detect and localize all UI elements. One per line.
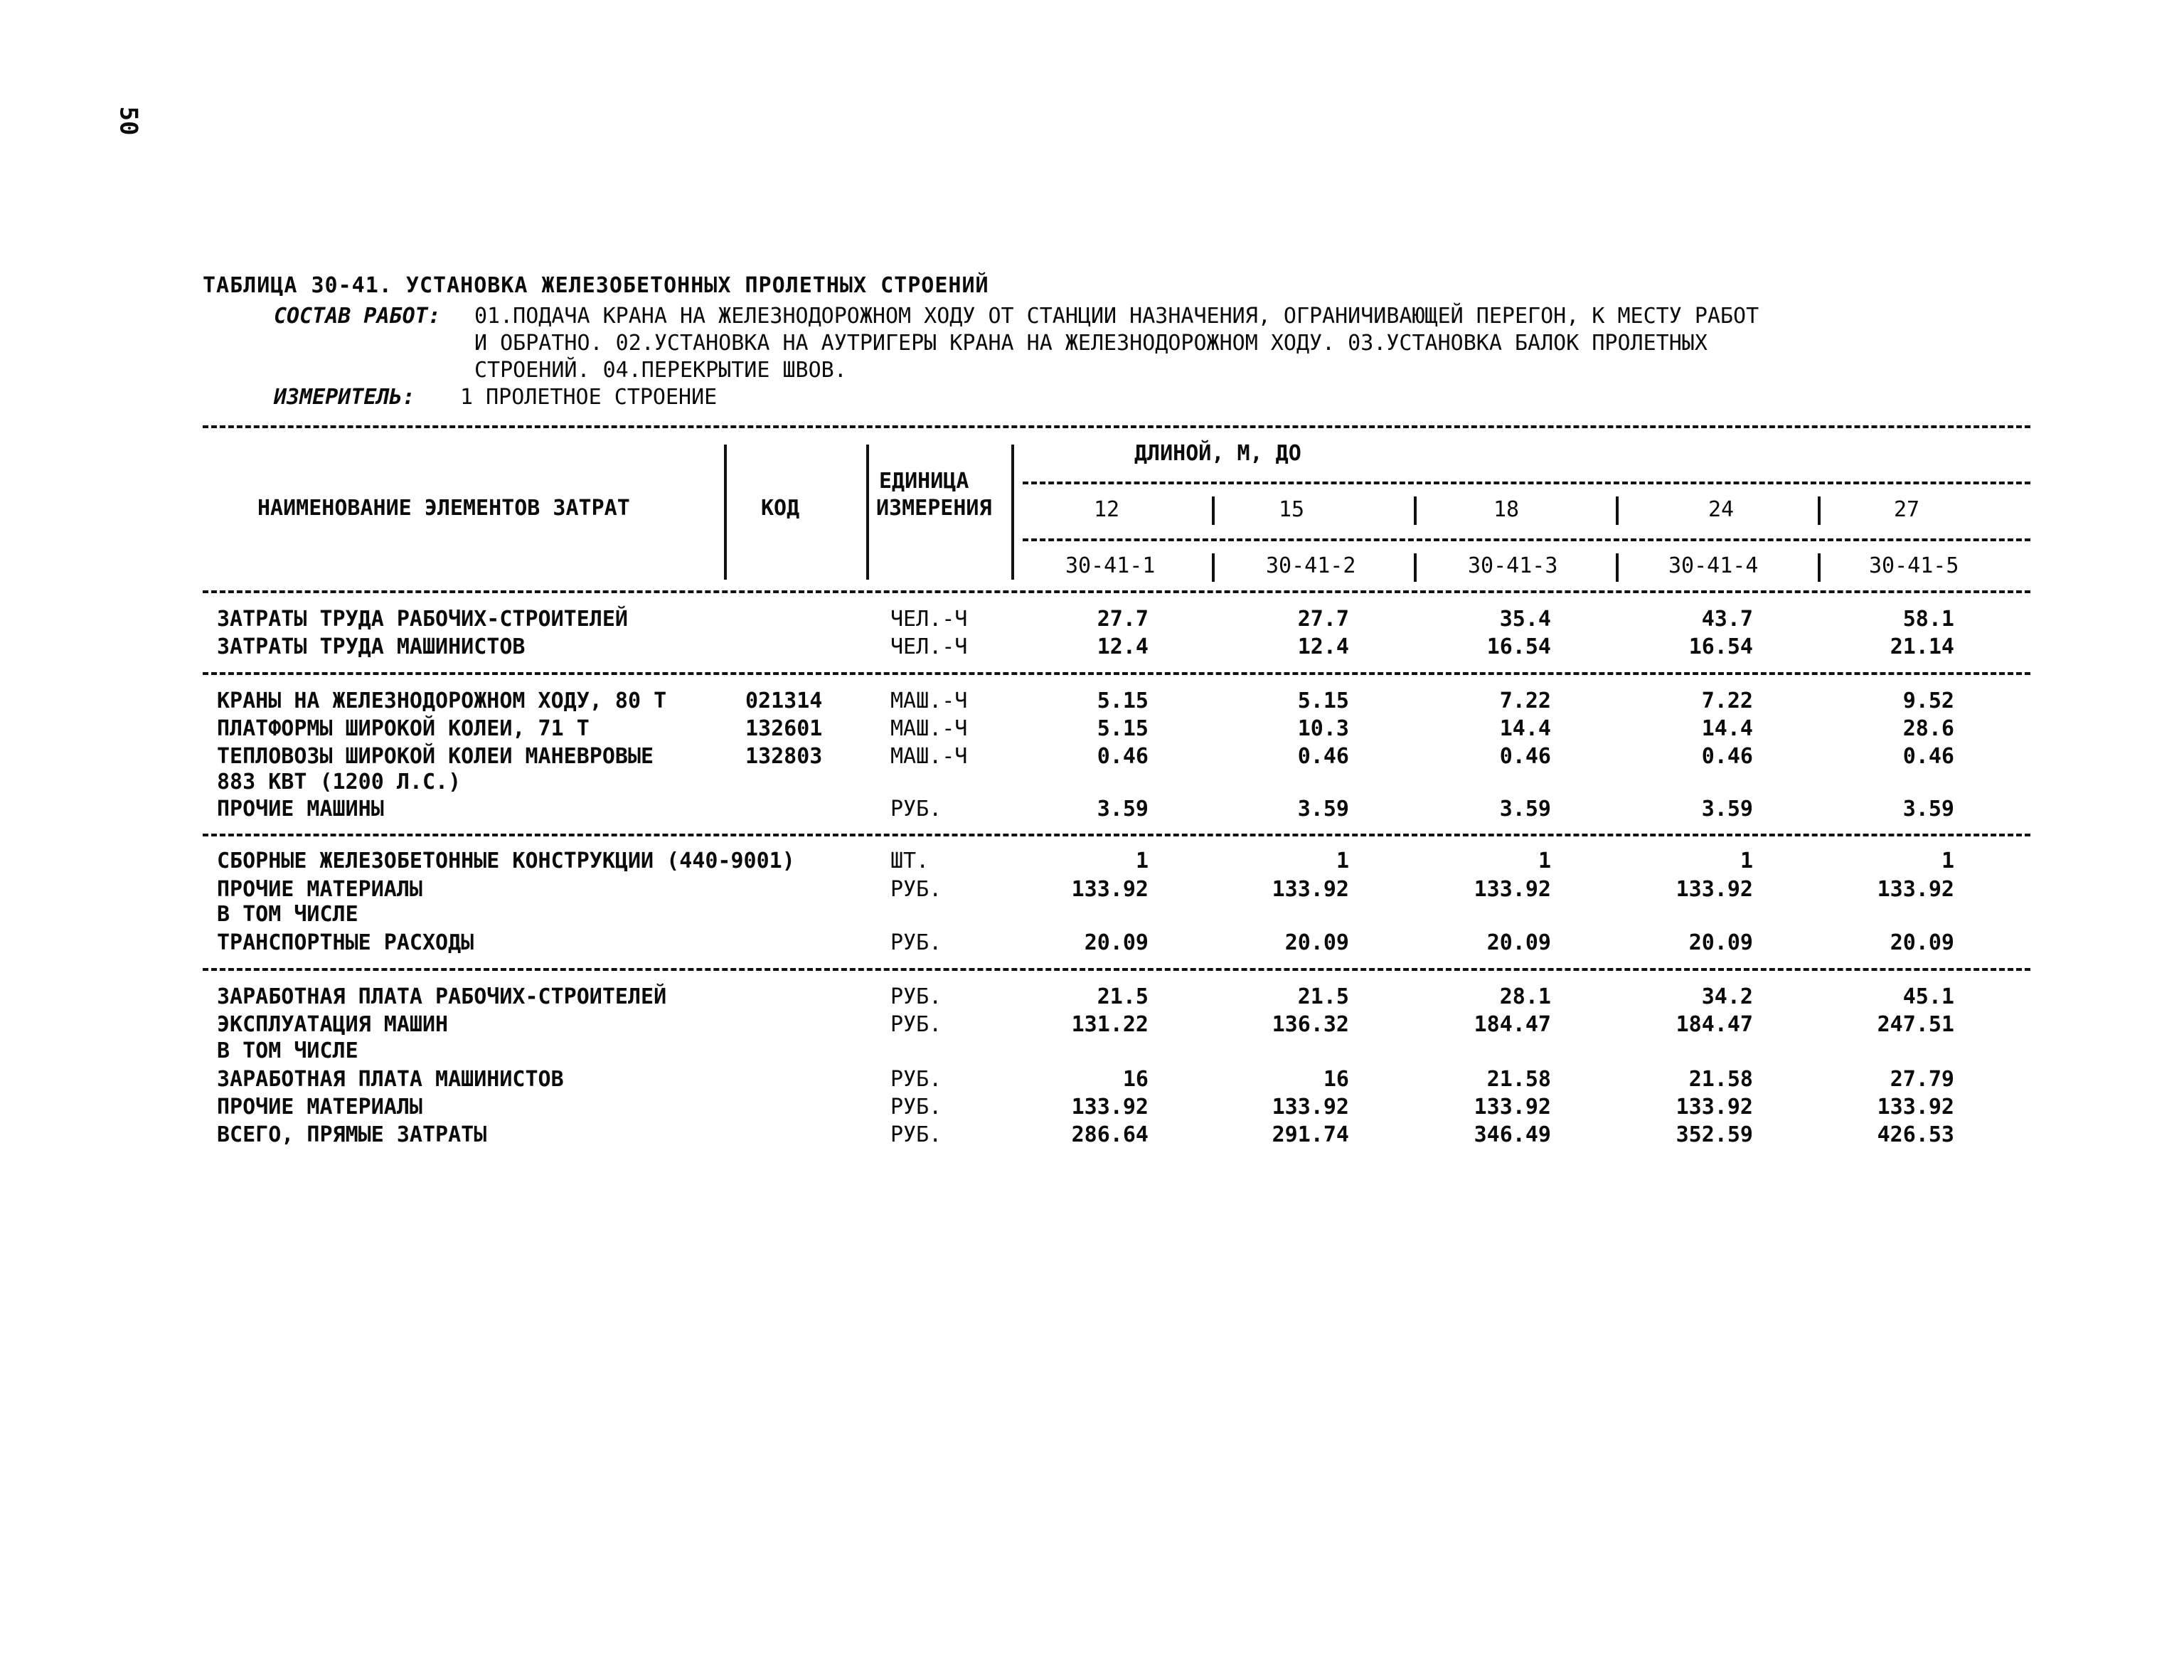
meter-value: 1 ПРОЛЕТНОЕ СТРОЕНИЕ (460, 385, 718, 410)
header-divider (1011, 445, 1014, 580)
row-name: ЭКСПЛУАТАЦИЯ МАШИН (217, 1012, 449, 1037)
header-divider (724, 445, 727, 580)
row-value: 16.54 (1688, 634, 1753, 659)
row-code: 132803 (745, 744, 823, 769)
row-unit: РУБ. (890, 1095, 942, 1120)
row-value: 12.4 (1097, 634, 1149, 659)
header-divider (1212, 496, 1215, 525)
row-value: 3.59 (1701, 797, 1753, 822)
row-value: 1 (1740, 849, 1753, 873)
row-value: 136.32 (1272, 1012, 1349, 1037)
code-col-4: 30-41-4 (1668, 553, 1759, 578)
row-value: 133.92 (1474, 1095, 1551, 1120)
work-text: 01.ПОДАЧА КРАНА НА ЖЕЛЕЗНОДОРОЖНОМ ХОДУ ОТ СТАНЦИИ НАЗНАЧЕНИЯ, ОГРАНИЧИВАЮЩЕЙ ПЕРЕГОН, К МЕСТУ РАБОТ (474, 304, 1759, 329)
row-value: 35.4 (1499, 607, 1551, 632)
row-value: 21.5 (1297, 984, 1349, 1009)
work-line-2 (274, 330, 1759, 357)
rule-group-2 (203, 834, 2030, 836)
row-value: 133.92 (1676, 877, 1753, 902)
row-value: 16 (1323, 1067, 1349, 1092)
row-value: 3.59 (1902, 797, 1954, 822)
row-value: 7.22 (1499, 689, 1551, 713)
row-value: 291.74 (1272, 1122, 1349, 1147)
code-col-2: 30-41-2 (1266, 553, 1356, 578)
row-value: 5.15 (1097, 689, 1149, 713)
row-name: ПРОЧИЕ МАТЕРИАЛЫ (217, 1095, 422, 1120)
row-value: 1 (1941, 849, 1954, 873)
row-code: 132601 (745, 716, 823, 741)
row-value: 7.22 (1701, 689, 1753, 713)
row-unit: МАШ.-Ч (890, 689, 968, 713)
row-value: 20.09 (1890, 930, 1954, 955)
row-name: В ТОМ ЧИСЛЕ (217, 902, 358, 927)
row-unit: РУБ. (890, 984, 942, 1009)
table-intro (274, 303, 1759, 411)
row-value: 16 (1122, 1067, 1149, 1092)
header-length: ДЛИНОЙ, М, ДО (1134, 441, 1301, 466)
row-value: 0.46 (1902, 744, 1954, 769)
row-name: КРАНЫ НА ЖЕЛЕЗНОДОРОЖНОМ ХОДУ, 80 Т (217, 689, 667, 713)
row-unit: РУБ. (890, 797, 942, 822)
row-name: ТЕПЛОВОЗЫ ШИРОКОЙ КОЛЕИ МАНЕВРОВЫЕ (217, 744, 654, 769)
header-divider (1414, 496, 1417, 525)
row-name: ЗАРАБОТНАЯ ПЛАТА РАБОЧИХ-СТРОИТЕЛЕЙ (217, 984, 667, 1009)
row-value: 1 (1538, 849, 1551, 873)
row-value: 43.7 (1701, 607, 1753, 632)
row-value: 133.92 (1474, 877, 1551, 902)
row-value: 286.64 (1071, 1122, 1149, 1147)
header-divider (1818, 496, 1821, 525)
row-value: 45.1 (1902, 984, 1954, 1009)
row-name: ПРОЧИЕ МАТЕРИАЛЫ (217, 877, 422, 902)
row-value: 133.92 (1877, 1095, 1954, 1120)
row-value: 3.59 (1097, 797, 1149, 822)
row-value: 27.79 (1890, 1067, 1954, 1092)
row-name: В ТОМ ЧИСЛЕ (217, 1038, 358, 1063)
row-value: 21.14 (1890, 634, 1954, 659)
work-line-1 (274, 303, 1759, 330)
row-value: 20.09 (1688, 930, 1753, 955)
header-divider (1212, 553, 1215, 582)
rule-length-sub (1023, 482, 2030, 484)
row-value: 1 (1336, 849, 1349, 873)
row-name: ТРАНСПОРТНЫЕ РАСХОДЫ (217, 930, 474, 955)
row-value: 0.46 (1297, 744, 1349, 769)
length-18: 18 (1493, 497, 1520, 522)
row-name: ЗАТРАТЫ ТРУДА МАШИНИСТОВ (217, 634, 526, 659)
row-value: 21.58 (1688, 1067, 1753, 1092)
row-value: 184.47 (1474, 1012, 1551, 1037)
row-value: 352.59 (1676, 1122, 1753, 1147)
code-col-3: 30-41-3 (1468, 553, 1558, 578)
row-value: 133.92 (1272, 1095, 1349, 1120)
row-value: 58.1 (1902, 607, 1954, 632)
header-unit-line2: ИЗМЕРЕНИЯ (876, 496, 992, 521)
length-24: 24 (1708, 497, 1735, 522)
row-value: 28.1 (1499, 984, 1551, 1009)
row-value: 34.2 (1701, 984, 1753, 1009)
row-value: 133.92 (1071, 1095, 1149, 1120)
rule-header-bottom (203, 590, 2030, 593)
page-number: 50 (114, 106, 143, 136)
row-value: 21.5 (1097, 984, 1149, 1009)
row-value: 0.46 (1097, 744, 1149, 769)
row-unit: МАШ.-Ч (890, 744, 968, 769)
row-unit: РУБ. (890, 1012, 942, 1037)
row-value: 3.59 (1297, 797, 1349, 822)
row-value: 9.52 (1902, 689, 1954, 713)
row-value: 0.46 (1499, 744, 1551, 769)
meter-label: ИЗМЕРИТЕЛЬ: (274, 385, 415, 410)
rule-top (203, 425, 2030, 428)
row-value: 10.3 (1297, 716, 1349, 741)
row-value: 1 (1135, 849, 1149, 873)
row-value: 133.92 (1877, 877, 1954, 902)
rule-codes-sub (1023, 538, 2030, 541)
row-value: 21.58 (1486, 1067, 1551, 1092)
header-divider (866, 445, 869, 580)
row-value: 14.4 (1701, 716, 1753, 741)
header-divider (1616, 496, 1619, 525)
row-value: 3.59 (1499, 797, 1551, 822)
length-15: 15 (1279, 497, 1305, 522)
work-text: И ОБРАТНО. 02.УСТАНОВКА НА АУТРИГЕРЫ КРАНА НА ЖЕЛЕЗНОДОРОЖНОМ ХОДУ. 03.УСТАНОВКА БАЛОК ПРОЛЕТНЫХ (474, 331, 1708, 356)
row-unit: ЧЕЛ.-Ч (890, 607, 968, 632)
row-unit: РУБ. (890, 930, 942, 955)
header-divider (1414, 553, 1417, 582)
row-name: ВСЕГО, ПРЯМЫЕ ЗАТРАТЫ (217, 1122, 487, 1147)
work-text: СТРОЕНИЙ. 04.ПЕРЕКРЫТИЕ ШВОВ. (474, 358, 847, 383)
table-title: ТАБЛИЦА 30-41. УСТАНОВКА ЖЕЛЕЗОБЕТОННЫХ ПРОЛЕТНЫХ СТРОЕНИЙ (203, 273, 989, 298)
row-unit: ШТ. (890, 849, 929, 873)
code-col-1: 30-41-1 (1065, 553, 1156, 578)
row-value: 133.92 (1272, 877, 1349, 902)
row-value: 12.4 (1297, 634, 1349, 659)
row-value: 20.09 (1084, 930, 1149, 955)
header-divider (1616, 553, 1619, 582)
header-code: КОД (761, 496, 800, 521)
row-value: 184.47 (1676, 1012, 1753, 1037)
row-value: 20.09 (1284, 930, 1349, 955)
row-name: 883 КВТ (1200 Л.С.) (217, 770, 462, 794)
header-name: НАИМЕНОВАНИЕ ЭЛЕМЕНТОВ ЗАТРАТ (257, 496, 630, 521)
rule-group-1 (203, 672, 2030, 675)
row-unit: РУБ. (890, 1067, 942, 1092)
row-value: 131.22 (1071, 1012, 1149, 1037)
row-value: 20.09 (1486, 930, 1551, 955)
row-value: 0.46 (1701, 744, 1753, 769)
header-unit-line1: ЕДИНИЦА (879, 469, 969, 494)
row-value: 133.92 (1071, 877, 1149, 902)
row-unit: РУБ. (890, 1122, 942, 1147)
row-value: 28.6 (1902, 716, 1954, 741)
row-value: 247.51 (1877, 1012, 1954, 1037)
row-name: ПРОЧИЕ МАШИНЫ (217, 797, 384, 822)
row-value: 27.7 (1297, 607, 1349, 632)
length-12: 12 (1094, 497, 1120, 522)
work-line-3 (274, 357, 1759, 384)
header-divider (1818, 553, 1821, 582)
row-value: 346.49 (1474, 1122, 1551, 1147)
meter-line (274, 384, 1759, 411)
row-value: 5.15 (1097, 716, 1149, 741)
row-value: 16.54 (1486, 634, 1551, 659)
row-value: 426.53 (1877, 1122, 1954, 1147)
row-name: СБОРНЫЕ ЖЕЛЕЗОБЕТОННЫЕ КОНСТРУКЦИИ (440-9001) (217, 849, 795, 873)
code-col-5: 30-41-5 (1869, 553, 1959, 578)
work-label: СОСТАВ РАБОТ: (274, 304, 441, 329)
row-code: 021314 (745, 689, 823, 713)
row-value: 27.7 (1097, 607, 1149, 632)
row-unit: ЧЕЛ.-Ч (890, 634, 968, 659)
row-name: ЗАРАБОТНАЯ ПЛАТА МАШИНИСТОВ (217, 1067, 564, 1092)
row-value: 5.15 (1297, 689, 1349, 713)
row-unit: РУБ. (890, 877, 942, 902)
row-name: ЗАТРАТЫ ТРУДА РАБОЧИХ-СТРОИТЕЛЕЙ (217, 607, 628, 632)
row-unit: МАШ.-Ч (890, 716, 968, 741)
row-value: 133.92 (1676, 1095, 1753, 1120)
row-name: ПЛАТФОРМЫ ШИРОКОЙ КОЛЕИ, 71 Т (217, 716, 590, 741)
rule-group-3 (203, 968, 2030, 971)
length-27: 27 (1894, 497, 1920, 522)
row-value: 14.4 (1499, 716, 1551, 741)
